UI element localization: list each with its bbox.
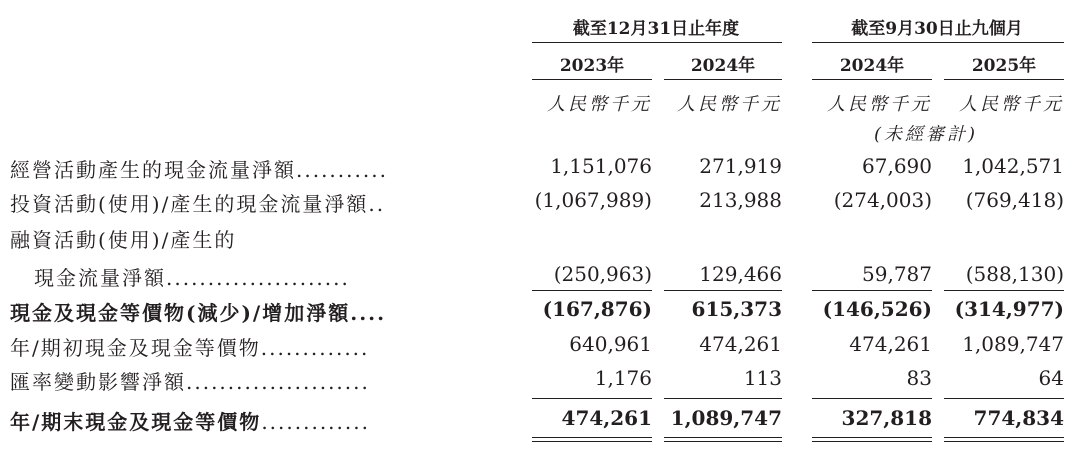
double-rule-4 — [944, 437, 1064, 442]
row-opening-cash-value-2: 474,261 — [699, 332, 782, 356]
row-closing-cash-value-4: 774,834 — [973, 406, 1064, 430]
row-net-change-value-2: 615,373 — [691, 297, 782, 321]
row-investing-value-4: (769,418) — [965, 188, 1064, 212]
row-label-financing-line2: 現金流量淨額...................... — [34, 266, 350, 290]
header-full-year-rule — [532, 42, 782, 43]
row-operating-value-4: 1,042,571 — [962, 154, 1064, 178]
row-closing-cash-value-2: 1,089,747 — [670, 406, 782, 430]
header-year-3: 2024年 — [839, 56, 905, 76]
header-unit-1: 人民幣千元 — [547, 94, 652, 115]
row-closing-cash-value-1: 474,261 — [561, 406, 652, 430]
row-fx-effect-value-1: 1,176 — [594, 366, 652, 390]
row-net-change-value-1: (167,876) — [542, 297, 652, 321]
row-label-net-change: 現金及現金等價物(減少)/增加淨額.... — [10, 301, 387, 325]
row-opening-cash-value-4: 1,089,747 — [962, 332, 1064, 356]
subtotal-rule-1 — [532, 290, 652, 291]
double-rule-3 — [812, 437, 932, 442]
header-year-2-rule — [664, 79, 782, 80]
header-year-1-rule — [532, 79, 652, 80]
row-investing-value-2: 213,988 — [699, 188, 782, 212]
row-operating-value-1: 1,151,076 — [550, 154, 652, 178]
header-year-2: 2024年 — [690, 56, 756, 76]
total-rule-1 — [532, 398, 652, 399]
row-fx-effect-value-4: 64 — [1038, 366, 1064, 390]
total-rule-4 — [944, 398, 1064, 399]
row-label-opening-cash: 年/期初現金及現金等價物............. — [10, 336, 370, 360]
row-label-financing-line1: 融資活動(使用)/產生的 — [10, 228, 237, 252]
header-year-3-rule — [812, 79, 932, 80]
subtotal-rule-2 — [664, 290, 782, 291]
header-unit-4: 人民幣千元 — [959, 94, 1064, 115]
row-operating-value-3: 67,690 — [862, 154, 932, 178]
subtotal-rule-4 — [944, 290, 1064, 291]
total-rule-3 — [812, 398, 932, 399]
row-label-closing-cash: 年/期末現金及現金等價物............. — [10, 410, 370, 434]
row-investing-value-3: (274,003) — [833, 188, 932, 212]
double-rule-2 — [664, 437, 782, 442]
row-financing-value-3: 59,787 — [862, 262, 932, 286]
row-investing-value-1: (1,067,989) — [534, 188, 652, 212]
double-rule-1 — [532, 437, 652, 442]
row-label-investing: 投資活動(使用)/產生的現金流量淨額.. — [10, 192, 386, 216]
row-net-change-value-4: (314,977) — [954, 297, 1064, 321]
row-operating-value-2: 271,919 — [699, 154, 782, 178]
row-opening-cash-value-3: 474,261 — [849, 332, 932, 356]
header-unit-3: 人民幣千元 — [827, 94, 932, 115]
header-year-1: 2023年 — [559, 56, 625, 76]
subtotal-rule-3 — [812, 290, 932, 291]
header-nine-months: 截至9月30日止九個月 — [851, 19, 1023, 39]
total-rule-2 — [664, 398, 782, 399]
row-net-change-value-3: (146,526) — [822, 297, 932, 321]
row-financing-value-1: (250,963) — [553, 262, 652, 286]
row-label-fx-effect: 匯率變動影響淨額...................... — [10, 370, 370, 394]
row-financing-value-4: (588,130) — [965, 262, 1064, 286]
header-unaudited-note: (未經審計) — [874, 124, 979, 145]
header-year-4: 2025年 — [971, 56, 1037, 76]
row-opening-cash-value-1: 640,961 — [569, 332, 652, 356]
row-fx-effect-value-2: 113 — [743, 366, 782, 390]
header-unit-2: 人民幣千元 — [677, 94, 782, 115]
header-nine-months-rule — [812, 42, 1064, 43]
row-closing-cash-value-3: 327,818 — [841, 406, 932, 430]
row-financing-value-2: 129,466 — [699, 262, 782, 286]
header-year-4-rule — [944, 79, 1064, 80]
header-full-year: 截至12月31日止年度 — [572, 19, 740, 39]
row-fx-effect-value-3: 83 — [906, 366, 932, 390]
row-label-operating: 經營活動產生的現金流量淨額........... — [10, 158, 388, 182]
